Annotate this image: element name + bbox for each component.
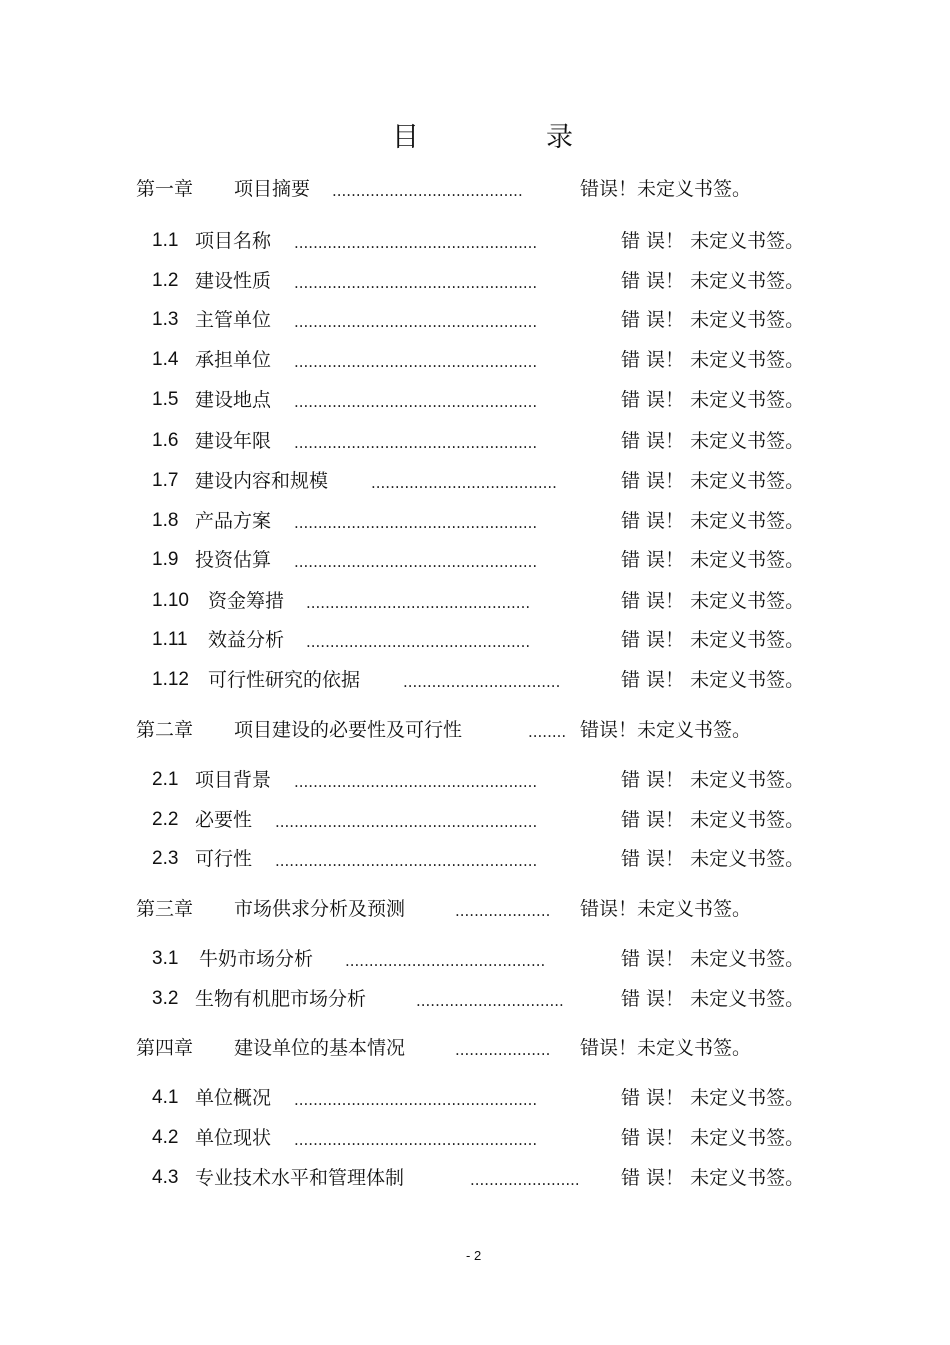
section-title: 专业技术水平和管理体制 [195,1167,405,1189]
leader-dots: ....................... [470,1171,580,1189]
leader-dots: ............................................... [306,594,531,612]
page-reference: 错 误！ 未定义书签。 [621,470,805,492]
section-title: 资金筹措 [208,590,285,612]
section-number: 3.2 [152,988,179,1009]
section-number: 2.3 [152,848,179,869]
page-reference: 错误！未定义书签。 [580,178,752,200]
toc-title-char-2: 录 [546,122,573,153]
section-number: 1.3 [152,309,179,330]
toc-section-1-3[interactable] [0,305,950,335]
leader-dots: .......................................... [345,952,546,970]
section-title: 项目名称 [195,230,272,252]
page-reference: 错 误！ 未定义书签。 [621,1087,805,1109]
page-reference: 错 误！ 未定义书签。 [621,988,805,1010]
section-number: 1.9 [152,549,179,570]
page-reference: 错 误！ 未定义书签。 [621,549,805,571]
chapter-label: 第四章 [136,1037,194,1059]
chapter-title: 建设单位的基本情况 [234,1037,406,1059]
section-number: 1.12 [152,669,189,690]
section-title: 建设年限 [195,430,272,452]
page-reference: 错 误！ 未定义书签。 [621,809,805,831]
section-number: 3.1 [152,948,179,969]
toc-section-1-8[interactable] [0,506,950,536]
toc-section-1-10[interactable] [0,586,950,616]
leader-dots: ................................................... [294,1131,538,1149]
page-reference: 错 误！ 未定义书签。 [621,510,805,532]
toc-chapter-3[interactable] [0,894,950,924]
leader-dots: ................................................... [294,393,538,411]
section-number: 1.1 [152,230,179,251]
page-reference: 错 误！ 未定义书签。 [621,309,805,331]
toc-title-char-1: 目 [392,122,419,153]
section-title: 效益分析 [208,629,285,651]
page-reference: 错 误！ 未定义书签。 [621,270,805,292]
section-title: 单位现状 [195,1127,272,1149]
page-reference: 错 误！ 未定义书签。 [621,669,805,691]
section-number: 1.2 [152,270,179,291]
section-number: 4.1 [152,1087,179,1108]
section-title: 建设内容和规模 [195,470,329,492]
leader-dots: ................................. [403,673,561,691]
toc-section-3-2[interactable] [0,984,950,1014]
leader-dots: ....................................................... [275,852,538,870]
toc-title [0,118,950,158]
section-title: 主管单位 [195,309,272,331]
chapter-label: 第一章 [136,178,194,200]
leader-dots: ................................................... [294,234,538,252]
page-reference: 错 误！ 未定义书签。 [621,349,805,371]
toc-section-1-2[interactable] [0,266,950,296]
section-number: 1.10 [152,590,189,611]
section-title: 牛奶市场分析 [199,948,314,970]
toc-section-1-6[interactable] [0,426,950,456]
section-title: 项目背景 [195,769,272,791]
page-reference: 错误！未定义书签。 [580,719,752,741]
section-title: 单位概况 [195,1087,272,1109]
toc-chapter-1[interactable] [0,174,950,204]
toc-section-4-2[interactable] [0,1123,950,1153]
leader-dots: .................... [455,902,551,920]
toc-chapter-4[interactable] [0,1033,950,1063]
page-reference: 错 误！ 未定义书签。 [621,1167,805,1189]
toc-section-3-1[interactable] [0,944,950,974]
leader-dots: ............................... [416,992,564,1010]
leader-dots: ....................................................... [275,813,538,831]
page-reference: 错 误！ 未定义书签。 [621,1127,805,1149]
section-number: 1.6 [152,430,179,451]
leader-dots: ................................................... [294,313,538,331]
toc-section-2-1[interactable] [0,765,950,795]
chapter-label: 第三章 [136,898,194,920]
toc-section-1-1[interactable] [0,226,950,256]
section-title: 产品方案 [195,510,272,532]
leader-dots: ................................................... [294,274,538,292]
page-reference: 错 误！ 未定义书签。 [621,590,805,612]
toc-section-1-7[interactable] [0,466,950,496]
toc-section-1-9[interactable] [0,545,950,575]
chapter-label: 第二章 [136,719,194,741]
page-reference: 错 误！ 未定义书签。 [621,629,805,651]
leader-dots: ....................................... [371,474,557,492]
toc-section-2-3[interactable] [0,844,950,874]
section-number: 1.8 [152,510,179,531]
section-number: 2.1 [152,769,179,790]
section-number: 1.11 [152,629,188,650]
leader-dots: .................... [455,1041,551,1059]
toc-section-1-11[interactable] [0,625,950,655]
section-title: 生物有机肥市场分析 [195,988,367,1010]
section-number: 4.2 [152,1127,179,1148]
section-title: 必要性 [195,809,253,831]
page-reference: 错 误！ 未定义书签。 [621,389,805,411]
section-title: 可行性研究的依据 [208,669,361,691]
toc-section-1-4[interactable] [0,345,950,375]
leader-dots: ............................................... [306,633,531,651]
chapter-title: 市场供求分析及预测 [234,898,406,920]
page-reference: 错 误！ 未定义书签。 [621,948,805,970]
page-reference: 错误！未定义书签。 [580,1037,752,1059]
section-title: 承担单位 [195,349,272,371]
section-number: 1.4 [152,349,179,370]
leader-dots: ................................................... [294,553,538,571]
section-number: 1.5 [152,389,179,410]
toc-chapter-2[interactable] [0,715,950,745]
leader-dots: ................................................... [294,514,538,532]
section-title: 建设性质 [195,270,272,292]
section-title: 建设地点 [195,389,272,411]
toc-section-2-2[interactable] [0,805,950,835]
page-reference: 错 误！ 未定义书签。 [621,769,805,791]
section-title: 可行性 [195,848,253,870]
leader-dots: ........................................ [332,182,523,200]
page-number: - 2 [466,1248,482,1263]
section-number: 2.2 [152,809,179,830]
toc-section-4-1[interactable] [0,1083,950,1113]
chapter-title: 项目摘要 [234,178,311,200]
section-number: 4.3 [152,1167,179,1188]
page-reference: 错 误！ 未定义书签。 [621,230,805,252]
leader-dots: ........ [528,723,567,741]
section-number: 1.7 [152,470,179,491]
page-reference: 错误！未定义书签。 [580,898,752,920]
page-reference: 错 误！ 未定义书签。 [621,430,805,452]
section-title: 投资估算 [195,549,272,571]
page-reference: 错 误！ 未定义书签。 [621,848,805,870]
leader-dots: ................................................... [294,1091,538,1109]
toc-section-1-12[interactable] [0,665,950,695]
toc-section-1-5[interactable] [0,385,950,415]
leader-dots: ................................................... [294,773,538,791]
leader-dots: ................................................... [294,434,538,452]
chapter-title: 项目建设的必要性及可行性 [234,719,463,741]
toc-section-4-3[interactable] [0,1163,950,1193]
leader-dots: ................................................... [294,353,538,371]
